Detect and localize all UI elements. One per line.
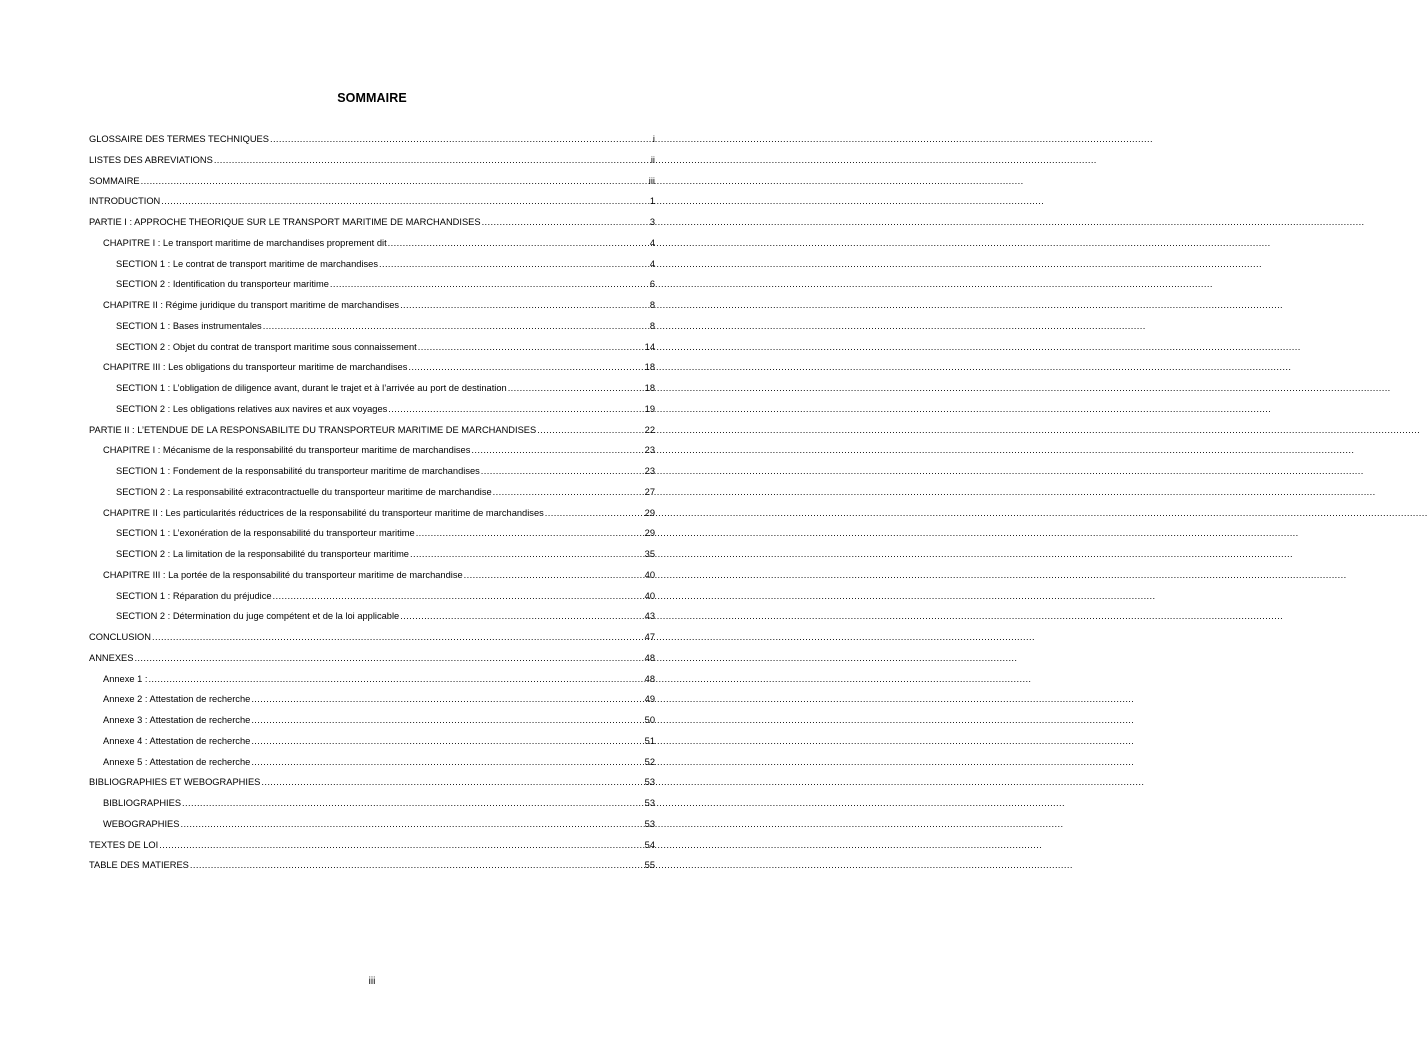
toc-entry[interactable]	[89, 445, 655, 466]
toc-entry-page: 22	[644, 424, 655, 435]
toc-entry[interactable]	[89, 549, 655, 570]
toc-dot-leader	[545, 508, 644, 518]
toc-entry-page: 51	[644, 735, 655, 746]
toc-entry-title: Annexe 1 :	[103, 673, 148, 684]
toc-entry-page: iii	[648, 175, 655, 186]
toc-entry-title: SECTION 2 : Identification du transporteur maritime	[116, 279, 329, 290]
toc-entry[interactable]	[89, 176, 655, 197]
toc-dot-leader	[481, 466, 644, 476]
toc-entry[interactable]	[89, 321, 655, 342]
toc-dot-leader	[270, 134, 652, 144]
toc-entry[interactable]	[89, 736, 655, 757]
toc-dot-leader	[251, 694, 643, 704]
toc-entry-page: 1	[649, 196, 655, 207]
toc-entry-title: CHAPITRE II : Régime juridique du transport maritime de marchandises	[103, 300, 400, 310]
toc-dot-leader	[182, 798, 644, 808]
page-title: SOMMAIRE	[337, 91, 407, 105]
toc-entry-title: BIBLIOGRAPHIES	[103, 798, 182, 808]
toc-entry-title: CHAPITRE III : Les obligations du transporteur maritime de marchandises	[103, 362, 408, 373]
toc-entry-title: GLOSSAIRE DES TERMES TECHNIQUES	[89, 134, 269, 144]
toc-entry[interactable]	[89, 279, 655, 300]
toc-entry-title: Annexe 3 : Attestation de recherche	[103, 715, 251, 725]
toc-dot-leader	[388, 238, 649, 248]
toc-entry[interactable]	[89, 694, 655, 715]
toc-entry-title: SECTION 1 : L’obligation de diligence avant, durant le trajet et à l’arrivée au port de destination	[116, 383, 507, 393]
toc-entry-page: 48	[644, 652, 655, 663]
toc-entry-title: ANNEXES	[89, 652, 134, 663]
toc-entry[interactable]	[89, 404, 655, 425]
toc-dot-leader	[388, 404, 643, 414]
toc-entry[interactable]	[89, 777, 655, 798]
toc-entry-title: WEBOGRAPHIES	[103, 818, 180, 829]
toc-entry-title: TABLE DES MATIERES	[89, 860, 189, 871]
toc-dot-leader	[161, 196, 649, 206]
toc-entry-title: BIBLIOGRAPHIES ET WEBOGRAPHIES	[89, 777, 261, 788]
toc-dot-leader	[180, 819, 643, 829]
toc-entry[interactable]	[89, 342, 655, 363]
toc-entry-page: 53	[644, 818, 655, 829]
toc-entry-title: TEXTES DE LOI	[89, 839, 159, 850]
toc-entry-title: LISTES DES ABREVIATIONS	[89, 154, 213, 165]
toc-entry-page: 27	[644, 486, 655, 497]
toc-entry[interactable]	[89, 632, 655, 653]
toc-entry[interactable]	[89, 819, 655, 840]
toc-entry[interactable]	[89, 217, 655, 238]
toc-entry[interactable]	[89, 196, 655, 217]
toc-entry-page: 29	[644, 507, 655, 518]
toc-dot-leader	[251, 736, 643, 746]
toc-entry-title: INTRODUCTION	[89, 196, 161, 207]
toc-entry-page: 18	[644, 383, 655, 393]
toc-dot-leader	[400, 611, 643, 621]
toc-entry[interactable]	[89, 508, 655, 529]
toc-entry-title: SECTION 2 : Détermination du juge compétent et de la loi applicable	[116, 611, 400, 622]
toc-entry-title: Annexe 5 : Attestation de recherche	[103, 756, 251, 767]
toc-entry-title: SECTION 1 : L’exonération de la responsabilité du transporteur maritime	[116, 528, 415, 539]
toc-entry[interactable]	[89, 674, 655, 695]
toc-dot-leader	[251, 715, 643, 725]
toc-entry-title: CHAPITRE I : Mécanisme de la responsabilité du transporteur maritime de marchandises	[103, 445, 471, 456]
toc-dot-leader	[482, 217, 649, 227]
toc-entry-page: 18	[644, 362, 655, 373]
toc-entry-page: i	[652, 134, 655, 144]
toc-entry-page: 23	[644, 466, 655, 476]
toc-entry-title: SECTION 2 : La responsabilité extracontractuelle du transporteur maritime de marchandise	[116, 486, 492, 497]
toc-entry[interactable]	[89, 653, 655, 674]
toc-dot-leader	[418, 342, 644, 352]
toc-entry-page: 6	[649, 279, 655, 290]
toc-entry[interactable]	[89, 362, 655, 383]
toc-entry-title: Annexe 2 : Attestation de recherche	[103, 694, 251, 705]
table-of-contents	[89, 134, 655, 881]
toc-entry-page: 52	[644, 756, 655, 767]
toc-dot-leader	[251, 757, 643, 767]
toc-dot-leader	[159, 840, 643, 850]
toc-entry-title: SECTION 2 : Objet du contrat de transport maritime sous connaissement	[116, 341, 417, 352]
toc-entry-title: CHAPITRE I : Le transport maritime de marchandises proprement dit	[103, 237, 387, 248]
toc-entry-page: 48	[644, 673, 655, 684]
toc-dot-leader	[134, 653, 643, 663]
toc-entry-page: 23	[644, 445, 655, 456]
toc-entry[interactable]	[89, 155, 655, 176]
toc-dot-leader	[508, 383, 644, 393]
toc-entry-title: SECTION 2 : La limitation de la responsabilité du transporteur maritime	[116, 549, 409, 559]
toc-dot-leader	[261, 777, 643, 787]
toc-dot-leader	[537, 425, 643, 435]
toc-entry-page: 40	[644, 590, 655, 601]
toc-entry[interactable]	[89, 570, 655, 591]
toc-entry-page: 8	[649, 320, 655, 331]
toc-dot-leader	[141, 176, 648, 186]
toc-entry-page: 47	[644, 632, 655, 642]
toc-dot-leader	[410, 549, 644, 559]
toc-entry[interactable]	[89, 466, 655, 487]
toc-entry[interactable]	[89, 425, 655, 446]
toc-entry-page: 43	[644, 611, 655, 622]
toc-dot-leader	[471, 445, 643, 455]
toc-entry-page: 8	[649, 300, 655, 310]
toc-entry-page: 55	[644, 860, 655, 871]
toc-entry-title: PARTIE I : APPROCHE THEORIQUE SUR LE TRANSPORT MARITIME DE MARCHANDISES	[89, 217, 481, 227]
toc-entry-title: SECTION 1 : Réparation du préjudice	[116, 590, 272, 601]
toc-entry-title: SOMMAIRE	[89, 175, 140, 186]
toc-entry[interactable]	[89, 860, 655, 881]
toc-entry-title: CHAPITRE II : Les particularités réductrices de la responsabilité du transporteur maritime de marchandises	[103, 507, 544, 518]
toc-dot-leader	[148, 674, 643, 684]
toc-entry-page: 54	[644, 839, 655, 850]
toc-entry[interactable]	[89, 528, 655, 549]
toc-entry[interactable]	[89, 259, 655, 280]
toc-entry-page: 3	[649, 217, 655, 227]
toc-entry[interactable]	[89, 300, 655, 321]
toc-dot-leader	[273, 591, 644, 601]
toc-entry[interactable]	[89, 840, 655, 861]
toc-entry-title: PARTIE II : L’ETENDUE DE LA RESPONSABILITE DU TRANSPORTEUR MARITIME DE MARCHANDISES	[89, 424, 537, 435]
toc-entry-title: SECTION 2 : Les obligations relatives aux navires et aux voyages	[116, 403, 388, 414]
toc-entry[interactable]	[89, 611, 655, 632]
toc-entry-page: 50	[644, 715, 655, 725]
toc-dot-leader	[416, 528, 644, 538]
toc-dot-leader	[408, 362, 643, 372]
toc-entry-page: 53	[644, 777, 655, 788]
toc-dot-leader	[190, 860, 644, 870]
toc-entry-page: ii	[650, 154, 655, 165]
toc-entry-page: 35	[644, 549, 655, 559]
toc-entry-title: SECTION 1 : Bases instrumentales	[116, 320, 262, 331]
toc-entry[interactable]	[89, 487, 655, 508]
toc-entry-page: 40	[644, 569, 655, 580]
toc-entry[interactable]	[89, 134, 655, 155]
toc-dot-leader	[400, 300, 649, 310]
toc-dot-leader	[263, 321, 649, 331]
page-number: iii	[368, 976, 376, 987]
toc-entry-title: SECTION 1 : Fondement de la responsabilité du transporteur maritime de marchandises	[116, 466, 480, 476]
toc-dot-leader	[330, 279, 649, 289]
toc-entry-page: 19	[644, 403, 655, 414]
toc-entry-title: Annexe 4 : Attestation de recherche	[103, 735, 251, 746]
toc-entry[interactable]	[89, 238, 655, 259]
toc-dot-leader	[493, 487, 644, 497]
toc-entry-page: 4	[649, 258, 655, 269]
toc-entry-page: 53	[644, 798, 655, 808]
toc-entry-title: SECTION 1 : Le contrat de transport maritime de marchandises	[116, 258, 378, 269]
toc-dot-leader	[464, 570, 644, 580]
toc-entry-page: 4	[649, 237, 655, 248]
toc-entry-page: 14	[644, 341, 655, 352]
toc-dot-leader	[379, 259, 649, 269]
toc-entry[interactable]	[89, 798, 655, 819]
toc-entry-page: 29	[644, 528, 655, 539]
toc-entry[interactable]	[89, 715, 655, 736]
toc-entry-page: 49	[644, 694, 655, 705]
toc-entry[interactable]	[89, 383, 655, 404]
toc-entry[interactable]	[89, 757, 655, 778]
toc-entry[interactable]	[89, 591, 655, 612]
toc-dot-leader	[152, 632, 644, 642]
toc-entry-title: CONCLUSION	[89, 632, 151, 642]
toc-entry-title: CHAPITRE III : La portée de la responsabilité du transporteur maritime de marchandise	[103, 569, 463, 580]
toc-dot-leader	[214, 155, 650, 165]
